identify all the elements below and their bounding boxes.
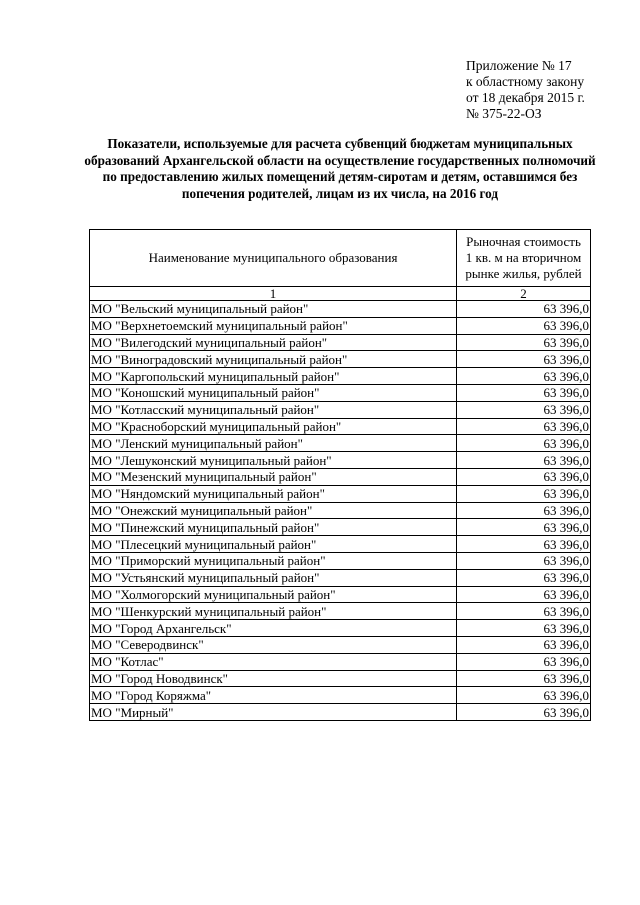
table-row: [90, 552, 591, 569]
header-market-price-line: 1 кв. м на вторичном: [465, 250, 582, 265]
market-price-value: 63 396,0: [457, 704, 591, 721]
municipality-name: МО "Город Коряжма": [90, 687, 457, 704]
table-row: [90, 468, 591, 485]
municipality-name: МО "Устьянский муниципальный район": [90, 569, 457, 586]
municipality-name: МО "Няндомский муниципальный район": [90, 485, 457, 502]
municipality-name: МО "Вельский муниципальный район": [90, 301, 457, 318]
appendix-law-ref: к областному закону: [466, 74, 585, 89]
market-price-value: 63 396,0: [457, 653, 591, 670]
municipality-name: МО "Мирный": [90, 704, 457, 721]
market-price-value: 63 396,0: [457, 519, 591, 536]
market-price-value: 63 396,0: [457, 536, 591, 553]
market-price-value: 63 396,0: [457, 603, 591, 620]
title-line: образований Архангельской области на осуществление государственных полномочий: [84, 152, 596, 168]
appendix-reference: [466, 58, 626, 122]
municipality-name: МО "Город Новодвинск": [90, 670, 457, 687]
municipality-name: МО "Вилегодский муниципальный район": [90, 334, 457, 351]
table-row: [90, 670, 591, 687]
table-row: [90, 452, 591, 469]
table-row: [90, 636, 591, 653]
market-price-value: 63 396,0: [457, 351, 591, 368]
municipality-name: МО "Виноградовский муниципальный район": [90, 351, 457, 368]
table-row: [90, 653, 591, 670]
table-row: [90, 334, 591, 351]
header-market-price: [457, 230, 591, 287]
appendix-number: Приложение № 17: [466, 58, 572, 73]
market-price-value: 63 396,0: [457, 468, 591, 485]
municipality-name: МО "Лешуконский муниципальный район": [90, 452, 457, 469]
market-price-value: 63 396,0: [457, 485, 591, 502]
table-row: [90, 536, 591, 553]
table-row: [90, 418, 591, 435]
table-row: [90, 435, 591, 452]
appendix-date: от 18 декабря 2015 г.: [466, 90, 585, 105]
municipality-name: МО "Красноборский муниципальный район": [90, 418, 457, 435]
market-price-value: 63 396,0: [457, 687, 591, 704]
header-market-price-line: рынке жилья, рублей: [465, 266, 582, 281]
municipality-name: МО "Приморский муниципальный район": [90, 552, 457, 569]
table-row: [90, 384, 591, 401]
market-price-value: 63 396,0: [457, 384, 591, 401]
municipality-name: МО "Северодвинск": [90, 636, 457, 653]
header-municipality: Наименование муниципального образования: [90, 230, 457, 287]
document-title: [80, 136, 600, 202]
appendix-law-number: № 375-22-ОЗ: [466, 106, 542, 121]
market-price-value: 63 396,0: [457, 670, 591, 687]
table-row: [90, 401, 591, 418]
table-row: [90, 351, 591, 368]
table-row: [90, 586, 591, 603]
market-price-value: 63 396,0: [457, 368, 591, 385]
municipality-name: МО "Город Архангельск": [90, 620, 457, 637]
market-price-value: 63 396,0: [457, 401, 591, 418]
table-row: [90, 569, 591, 586]
title-line: Показатели, используемые для расчета субвенций бюджетам муниципальных: [107, 136, 573, 151]
table-row: [90, 603, 591, 620]
municipality-name: МО "Холмогорский муниципальный район": [90, 586, 457, 603]
table-row: [90, 620, 591, 637]
table-row: [90, 317, 591, 334]
title-line: по предоставлению жилых помещений детям-сиротам и детям, оставшимся без: [102, 169, 578, 184]
municipality-name: МО "Котласский муниципальный район": [90, 401, 457, 418]
table-row: [90, 519, 591, 536]
market-price-value: 63 396,0: [457, 334, 591, 351]
header-market-price-line: Рыночная стоимость: [466, 234, 581, 249]
municipality-name: МО "Ленский муниципальный район": [90, 435, 457, 452]
municipality-name: МО "Каргопольский муниципальный район": [90, 368, 457, 385]
market-price-value: 63 396,0: [457, 569, 591, 586]
market-price-value: 63 396,0: [457, 435, 591, 452]
title-line: попечения родителей, лицам из их числа, на 2016 год: [181, 185, 499, 201]
market-price-value: 63 396,0: [457, 317, 591, 334]
column-number: 2: [457, 287, 591, 301]
market-price-value: 63 396,0: [457, 636, 591, 653]
market-price-value: 63 396,0: [457, 620, 591, 637]
market-price-value: 63 396,0: [457, 418, 591, 435]
municipality-name: МО "Мезенский муниципальный район": [90, 468, 457, 485]
table-row: [90, 485, 591, 502]
table-row: [90, 368, 591, 385]
market-price-value: 63 396,0: [457, 552, 591, 569]
market-price-value: 63 396,0: [457, 586, 591, 603]
column-number-row: [90, 287, 591, 301]
table-row: [90, 687, 591, 704]
table-row: [90, 301, 591, 318]
municipality-name: МО "Шенкурский муниципальный район": [90, 603, 457, 620]
municipality-name: МО "Коношский муниципальный район": [90, 384, 457, 401]
table-body: [90, 301, 591, 721]
market-price-value: 63 396,0: [457, 502, 591, 519]
column-number: 1: [90, 287, 457, 301]
municipality-name: МО "Котлас": [90, 653, 457, 670]
table-header-row: [90, 230, 591, 287]
municipality-name: МО "Плесецкий муниципальный район": [90, 536, 457, 553]
table-row: [90, 704, 591, 721]
market-price-value: 63 396,0: [457, 301, 591, 318]
market-price-value: 63 396,0: [457, 452, 591, 469]
table-row: [90, 502, 591, 519]
municipality-name: МО "Онежский муниципальный район": [90, 502, 457, 519]
municipality-name: МО "Пинежский муниципальный район": [90, 519, 457, 536]
indicators-table: [89, 229, 591, 721]
municipality-name: МО "Верхнетоемский муниципальный район": [90, 317, 457, 334]
